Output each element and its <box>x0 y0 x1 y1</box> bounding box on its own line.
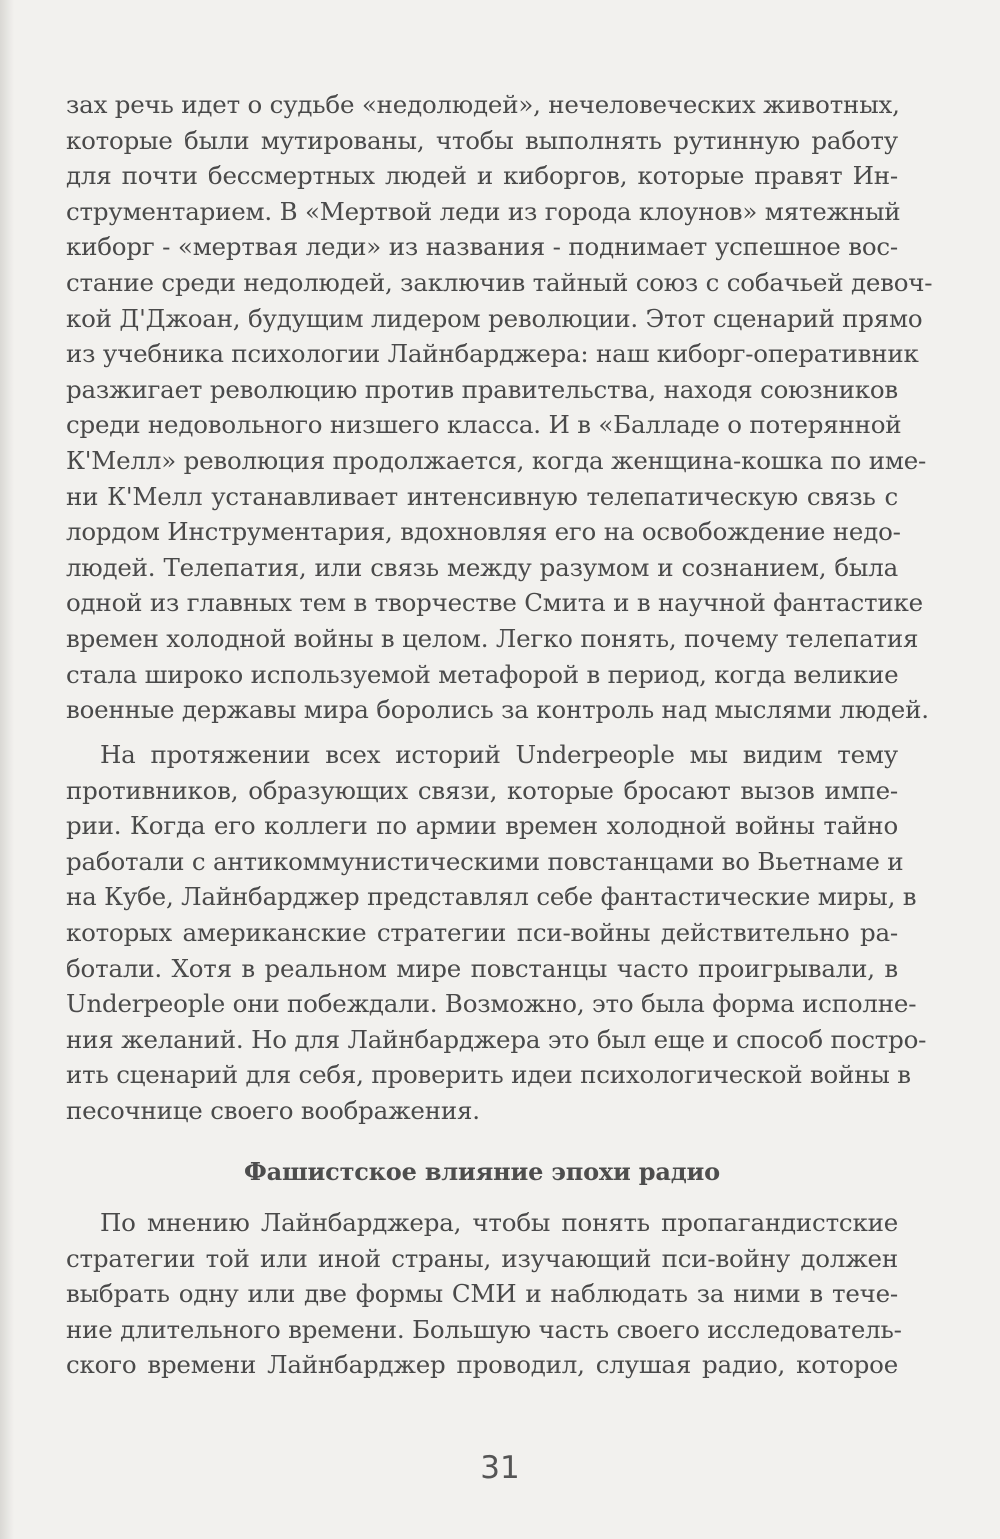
text-line: людей. Телепатия, или связь между разумом и сознанием, была <box>66 552 898 582</box>
text-line: ния желаний. Но для Лайнбарджера это был еще и способ постро- <box>66 1024 927 1054</box>
text-line: струментарием. В «Мертвой леди из города клоунов» мятежный <box>66 196 901 226</box>
text-line: времен холодной войны в целом. Легко понять, почему телепатия <box>66 623 919 653</box>
text-line: песочнице своего воображения. <box>66 1095 480 1125</box>
paragraph-2 <box>66 737 927 1129</box>
text-line: которых американские стратегии пси-войны действительно ра- <box>66 917 898 947</box>
text-line: кой Д'Джоан, будущим лидером революции. Этот сценарий прямо <box>66 303 923 333</box>
text-line: зах речь идет о судьбе «недолюдей», нечеловеческих животных, <box>66 90 900 119</box>
text-line: лордом Инструментария, вдохновляя его на освобождение недо- <box>66 517 901 547</box>
text-line: ского времени Лайнбарджер проводил, слушая радио, которое <box>66 1350 898 1380</box>
section-heading: Фашистское влияние эпохи радио <box>244 1157 720 1186</box>
text-line: одной из главных тем в творчестве Смита и в научной фантастике <box>66 588 923 618</box>
text-line: По мнению Лайнбарджера, чтобы понять пропагандистские <box>100 1208 898 1237</box>
text-line: которые были мутированы, чтобы выполнять рутинную работу <box>66 125 898 155</box>
text-line: На протяжении всех историй Underpeople мы видим тему <box>100 740 898 769</box>
text-line: военные державы мира боролись за контроль над мыслями людей. <box>66 695 929 725</box>
text-line: стала широко используемой метафорой в период, когда великие <box>66 659 899 689</box>
paragraph-1 <box>66 87 933 728</box>
page-edge <box>0 0 14 1539</box>
text-line: ить сценарий для себя, проверить идеи психологической войны в <box>66 1060 911 1090</box>
text-line: работали с антикоммунистическими повстанцами во Вьетнаме и <box>66 846 904 876</box>
text-line: разжигает революцию против правительства, находя союзников <box>66 374 898 404</box>
page-number: 31 <box>480 1450 520 1486</box>
text-line: выбрать одну или две формы СМИ и наблюдать за ними в тече- <box>66 1279 898 1309</box>
text-line: для почти бессмертных людей и киборгов, которые правят Ин- <box>66 161 898 191</box>
text-line: К'Мелл» революция продолжается, когда женщина-кошка по име- <box>66 445 927 475</box>
text-line: ботали. Хотя в реальном мире повстанцы часто проигрывали, в <box>66 953 898 983</box>
text-line: рии. Когда его коллеги по армии времен холодной войны тайно <box>66 811 898 841</box>
text-line: стание среди недолюдей, заключив тайный союз с собачьей девоч- <box>66 267 933 297</box>
text-line: среди недовольного низшего класса. И в «Балладе о потерянной <box>66 410 902 440</box>
text-line: киборг - «мертвая леди» из названия - поднимает успешное вос- <box>66 232 898 262</box>
paragraph-3 <box>66 1205 902 1383</box>
text-line: стратегии той или иной страны, изучающий пси-войну должен <box>66 1243 898 1273</box>
text-line: Underpeople они побеждали. Возможно, это была форма исполне- <box>66 989 917 1019</box>
text-line: на Кубе, Лайнбарджер представлял себе фантастические миры, в <box>66 882 917 912</box>
text-line: ние длительного времени. Большую часть своего исследователь- <box>66 1314 902 1344</box>
text-line: противников, образующих связи, которые бросают вызов импе- <box>66 775 898 805</box>
text-line: ни К'Мелл устанавливает интенсивную телепатическую связь с <box>66 481 898 511</box>
text-line: из учебника психологии Лайнбарджера: наш киборг-оперативник <box>66 339 919 369</box>
